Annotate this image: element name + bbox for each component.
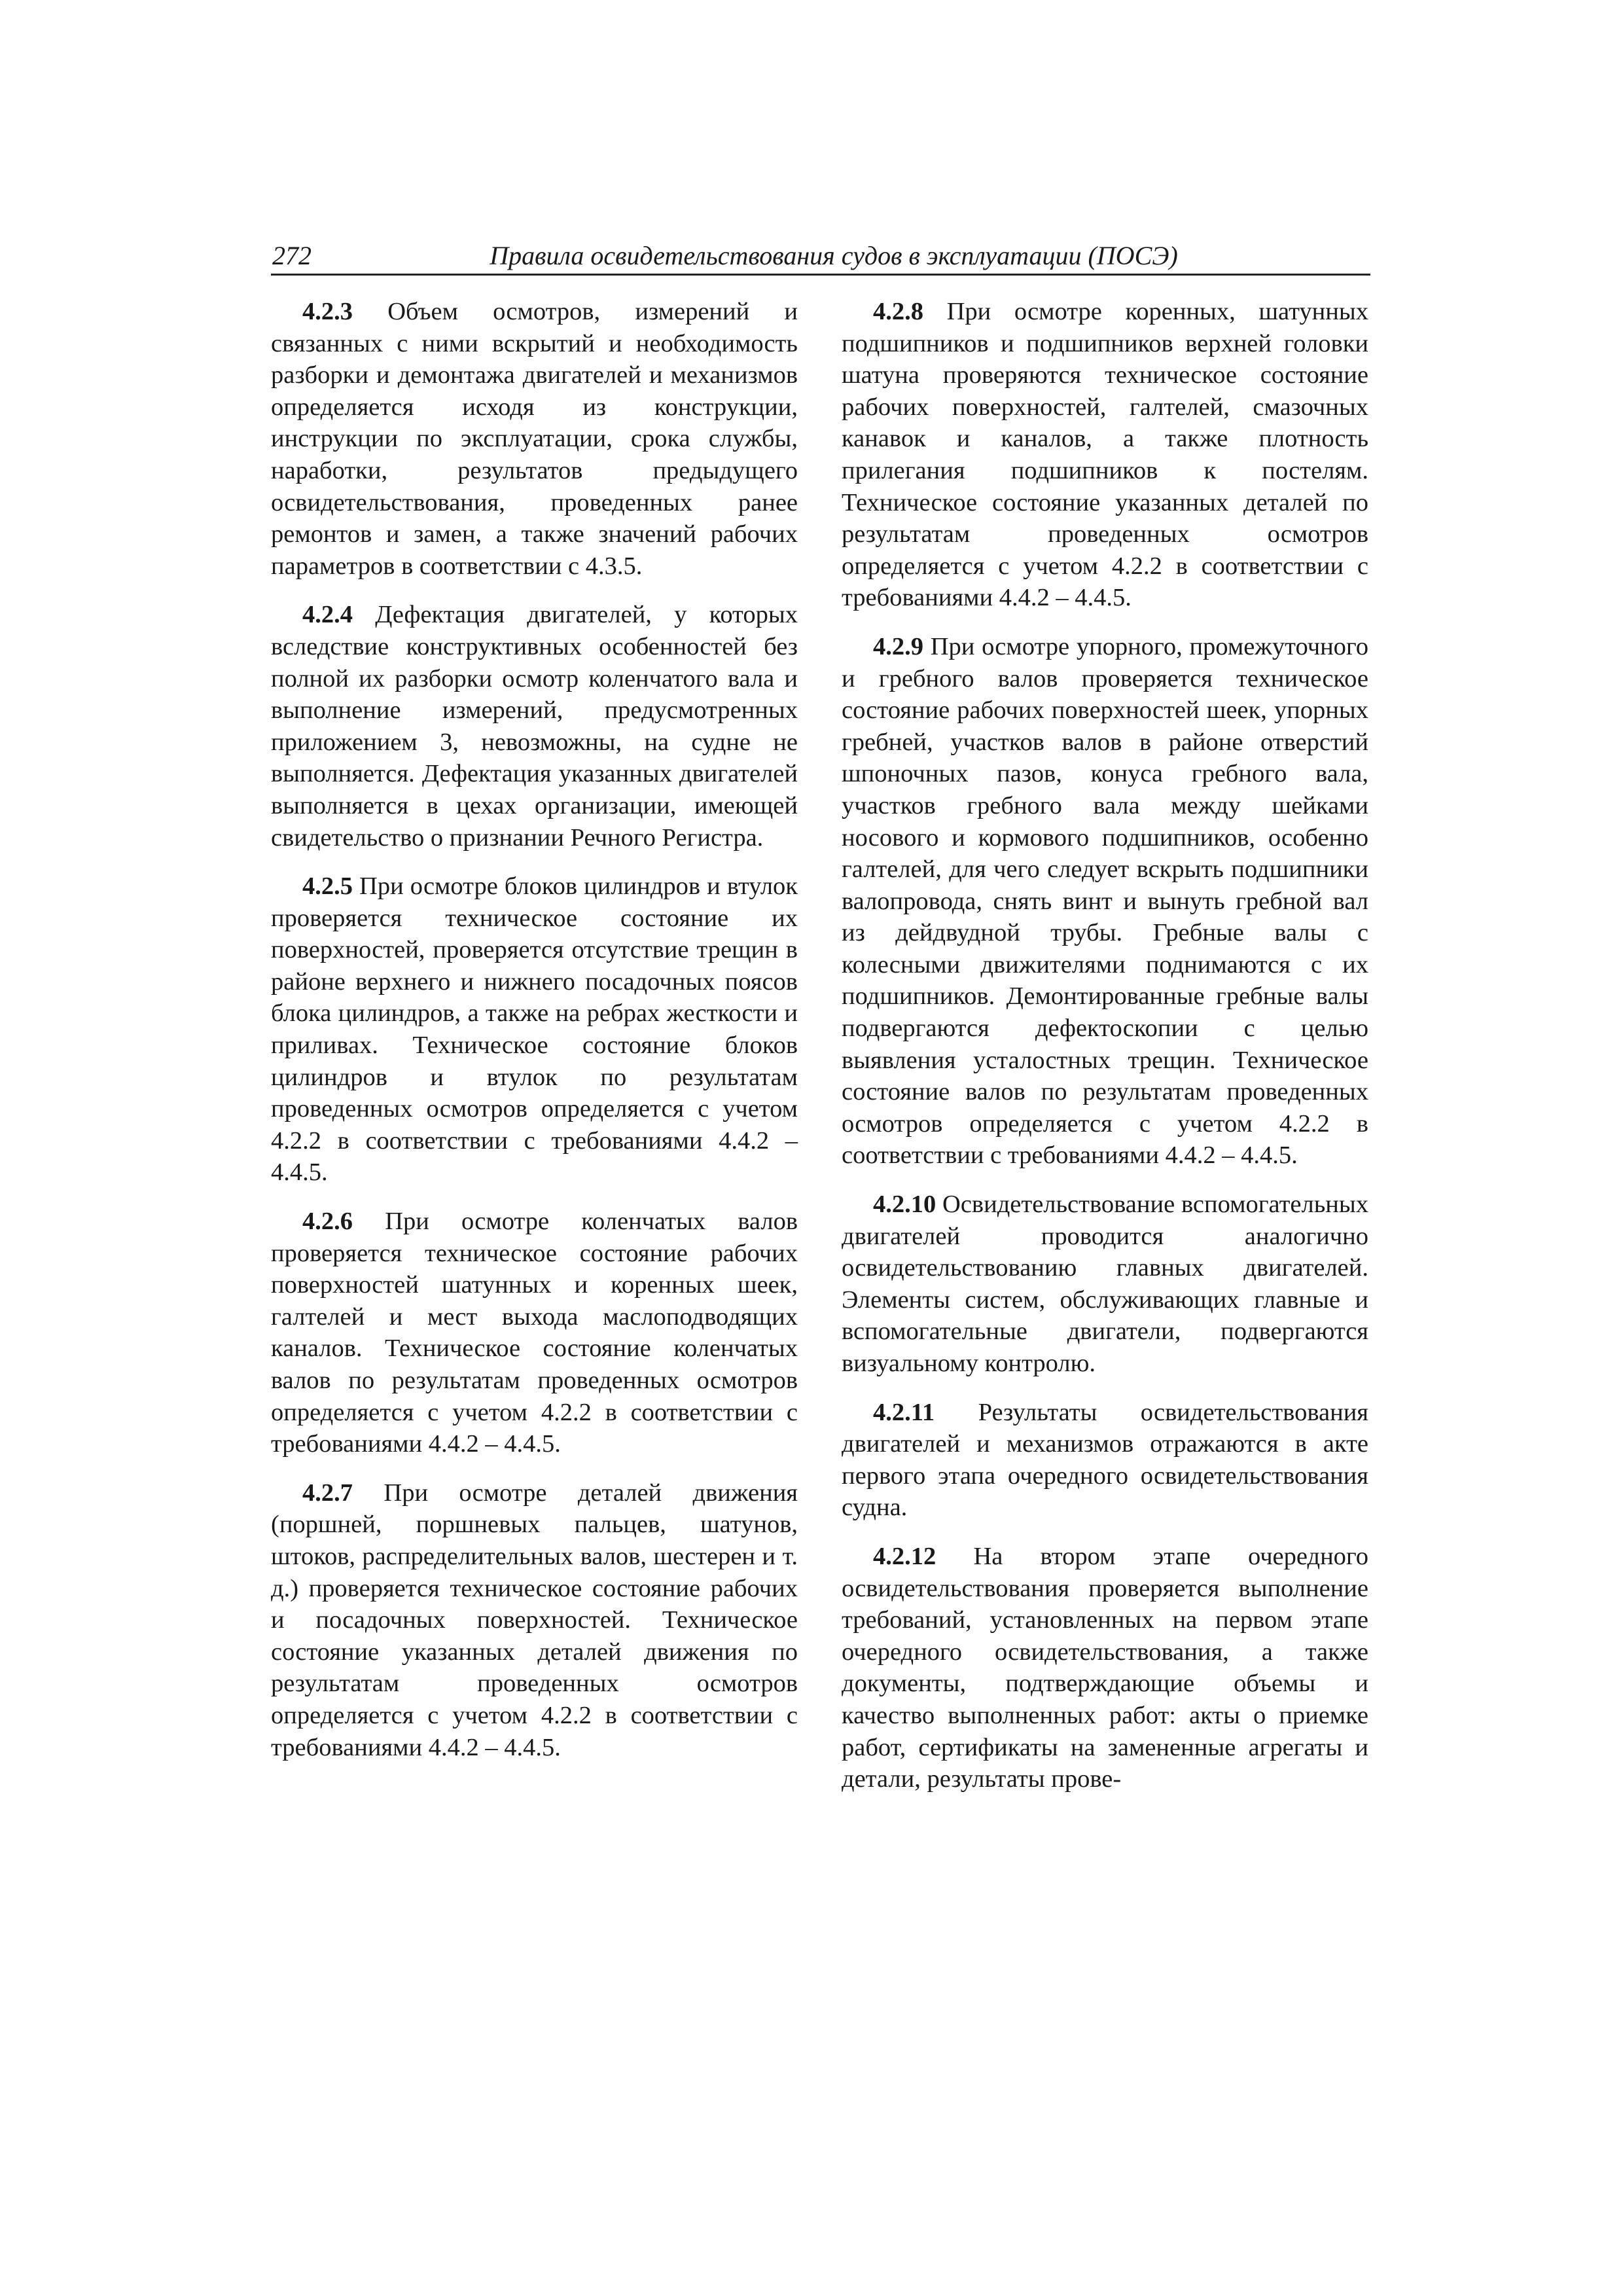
paragraph-4-2-8 [842,296,1368,614]
paragraph-4-2-7 [271,1477,798,1763]
paragraph-number: 4.2.9 [873,632,923,660]
paragraph-text: Освидетельствование вспомогательных двигателей проводится аналогично освидетельствованию главных двигателей. Элементы систем, обслуживающих главные и вспомогательные двигатели, подвергаются визуальному контролю. [842,1191,1369,1377]
paragraph-number: 4.2.4 [302,601,353,629]
paragraph-number: 4.2.3 [302,298,353,325]
paragraph-4-2-6 [271,1206,798,1460]
paragraph-4-2-4 [271,599,798,853]
paragraph-text: При осмотре коренных, шатунных подшипников и подшипников верхней головки шатуна проверяются техническое состояние рабочих поверхностей, галтелей, смазочных канавок и каналов, а также плотность прилегания подшипников к постелям. Техническое состояние указанных деталей по результатам проведенных осмотров определяется с учетом 4.2.2 в соответствии с требованиями 4.4.2 – 4.4.5. [842,298,1369,612]
paragraph-4-2-11 [842,1397,1368,1524]
paragraph-text: При осмотре блоков цилиндров и втулок проверяется техническое состояние их поверхностей, проверяется отсутствие трещин в районе верхнего и нижнего посадочных поясов блока цилиндров, а также на ребрах жесткости и приливах. Техническое состояние блоков цилиндров и втулок по результатам проведенных осмотров определяется с учетом 4.2.2 в соответствии с требованиями 4.4.2 – 4.4.5. [271,872,798,1187]
paragraph-number: 4.2.8 [873,298,923,325]
page-number: 272 [272,241,312,270]
paragraph-text: На втором этапе очередного освидетельствования проверяется выполнение требований, установленных на первом этапе очередного освидетельствования, а также документы, подтверждающие объемы и качество выполненных работ: акты о приемке работ, сертификаты на замененные агрегаты и детали, результаты прове- [842,1542,1368,1793]
running-title: Правила освидетельствования судов в эксплуатации (ПОСЭ) [490,241,1178,270]
paragraph-4-2-12 [842,1541,1368,1795]
left-column [271,296,798,1780]
paragraph-text: При осмотре коленчатых валов проверяется техническое состояние рабочих поверхностей шатунных и коренных шеек, галтелей и мест выхода маслоподводящих каналов. Техническое состояние коленчатых валов по результатам проведенных осмотров определяется с учетом 4.2.2 в соответствии с требованиями 4.4.2 – 4.4.5. [271,1208,798,1458]
paragraph-text: Результаты освидетельствования двигателей и механизмов отражаются в акте первого этапа очередного освидетельствования судна. [842,1398,1369,1522]
paragraph-text: Объем осмотров, измерений и связанных с ними вскрытий и необходимость разборки и демонтажа двигателей и механизмов определяется исходя из конструкции, инструкции по эксплуатации, срока службы, наработки, результатов предыдущего освидетельствования, проведенных ранее ремонтов и замен, а также значений рабочих параметров в соответствии с 4.3.5. [271,298,798,580]
paragraph-number: 4.2.11 [873,1398,935,1426]
paragraph-number: 4.2.10 [873,1191,936,1219]
paragraph-4-2-10 [842,1189,1368,1380]
right-column [842,296,1368,1812]
paragraph-number: 4.2.7 [302,1479,353,1507]
paragraph-4-2-9 [842,631,1368,1172]
paragraph-4-2-5 [271,870,798,1189]
paragraph-number: 4.2.6 [302,1208,353,1236]
paragraph-text: При осмотре деталей движения (поршней, поршневых пальцев, шатунов, штоков, распределительных валов, шестерен и т. д.) проверяется техническое состояние рабочих и посадочных поверхностей. Техническое состояние указанных деталей движения по результатам проведенных осмотров определяется с учетом 4.2.2 в соответствии с требованиями 4.4.2 – 4.4.5. [271,1479,798,1761]
paragraph-number: 4.2.12 [873,1542,936,1570]
paragraph-4-2-3 [271,296,798,582]
paragraph-number: 4.2.5 [302,872,353,901]
paragraph-text: Дефектация двигателей, у которых вследствие конструктивных особенностей без полной их разборки осмотр коленчатого вала и выполнение измерений, предусмотренных приложением 3, невозможны, на судне не выполняется. Дефектация указанных двигателей выполняется в цехах организации, имеющей свидетельство о признании Речного Регистра. [271,601,798,852]
page-header [271,240,1370,276]
paragraph-text: При осмотре упорного, промежуточного и гребного валов проверяется техническое состояние рабочих поверхностей шеек, упорных гребней, участков валов в районе отверстий шпоночных пазов, конуса гребного вала, участков гребного вала между шейками носового и кормового подшипников, особенно галтелей, для чего следует вскрыть подшипники валопровода, снять винт и вынуть гребной вал из дейдвудной трубы. Гребные валы с колесными движителями поднимаются с их подшипников. Демонтированные гребные валы подвергаются дефектоскопии с целью выявления усталостных трещин. Техническое состояние валов по результатам проведенных осмотров определяется с учетом 4.2.2 в соответствии с требованиями 4.4.2 – 4.4.5. [842,632,1369,1170]
